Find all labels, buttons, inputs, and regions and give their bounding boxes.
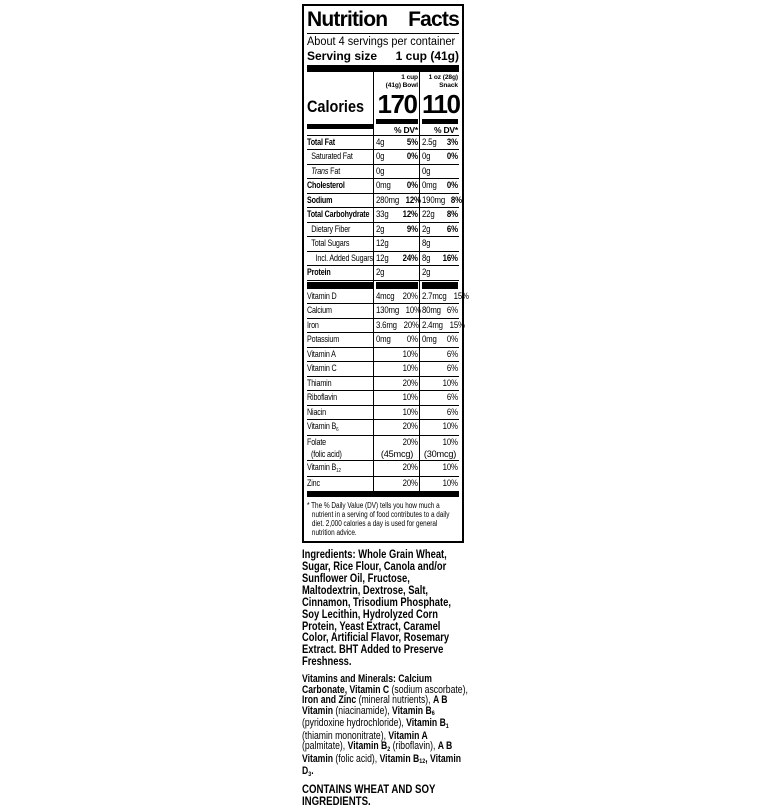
daily-value-percent: 12% [405,194,421,205]
nutrient-name: Vitamin B6 [307,421,339,433]
vitamin-row [307,332,459,347]
daily-value-percent: 6% [447,223,458,234]
daily-value-percent: 6% [447,305,458,316]
nutrient-row [307,149,459,164]
daily-value-percent: 5% [407,136,418,147]
amount-value: 33g [376,209,389,220]
dv-header-snack: % DV* [433,124,458,135]
nutrient-row [307,178,459,193]
nutrient-name: Incl. Added Sugars [315,252,373,263]
amount-note: (30mcg) [423,449,457,460]
nutrition-facts-box [302,4,469,543]
vitamin-row [307,318,465,333]
daily-value-percent: 6% [447,348,458,359]
nutrient-name: Protein [307,267,331,278]
daily-value-percent: 0% [407,151,418,162]
column-header-snack: 1 oz (28g) Snack [419,72,459,91]
daily-value-percent: 24% [402,252,418,263]
nutrient-row [307,222,459,237]
amount-value: 130mg [376,305,400,316]
daily-value-percent: 10% [442,462,458,473]
protein-vitamins-divider [307,280,459,290]
daily-value-percent: 10% [442,377,458,388]
calories-bowl-value: 170 [373,92,419,118]
daily-value-percent: 8% [451,194,462,205]
daily-value-percent: 0% [407,334,418,345]
daily-value-percent: 20% [402,437,418,448]
amount-value: 4mcg [376,290,395,301]
daily-value-percent: 10% [442,421,458,432]
calories-row [307,88,460,119]
nutrient-name: Vitamin A [307,348,336,359]
daily-value-percent: 20% [402,462,418,473]
nutrient-name: Vitamin B12 [307,462,341,474]
amount-value: 12g [376,252,389,263]
nutrient-name: Iron [307,319,319,330]
amount-value: 0g [422,151,431,162]
nutrition-label [302,4,469,808]
vitamin-row [307,290,469,304]
amount-value: 2g [376,223,385,234]
vitamin-row [307,419,459,435]
serving-size-value: 1 cup (41g) [395,49,459,64]
daily-value-percent: 12% [402,209,418,220]
daily-value-percent: 10% [402,392,418,403]
amount-value: 0g [376,151,385,162]
calories-label: Calories [307,96,365,116]
daily-value-percent: 15% [453,290,469,301]
vitamin-row [307,347,459,362]
daily-value-percent: 10% [402,363,418,374]
vitamin-row [307,361,459,376]
daily-value-percent: 8% [447,209,458,220]
daily-value-percent: 20% [402,290,418,301]
daily-value-percent: 10% [402,406,418,417]
nutrient-name: Vitamin C [307,363,337,374]
vitamin-row [307,303,459,318]
serving-size-divider [307,65,459,72]
amount-value: 2.5g [422,136,437,147]
nutrient-name: Niacin [307,406,326,417]
nutrient-name: Cholesterol [307,180,345,191]
vitamin-row [307,376,459,391]
daily-value-percent: 10% [405,305,421,316]
nutrient-name: Saturated Fat [311,151,353,162]
daily-value-percent: 10% [442,437,458,448]
daily-value-percent: 20% [402,478,418,489]
calories-snack-value: 110 [419,92,459,118]
column-header-bowl: 1 cup (41g) Bowl [373,72,419,91]
daily-value-percent: 3% [447,136,458,147]
vitamin-rows [307,290,469,491]
nutrient-name: Dietary Fiber [311,223,351,234]
nutrient-name: Zinc [307,478,320,489]
dv-header-bowl: % DV* [393,124,418,135]
servings-per-container: About 4 servings per container [307,36,456,49]
daily-value-percent: 16% [442,252,458,263]
amount-value: 8g [422,252,431,263]
vitamin-row [307,460,459,476]
nutrient-name: Total Carbohydrate [307,209,370,220]
amount-value: 3.6mg [376,319,397,330]
nutrient-row [307,207,459,222]
footnote: * The % Daily Value (DV) tells you how much a nutrient in a serving of food contributes to a daily diet. 2,000 calories a day is used for general nutrition advice. [307,500,450,538]
vitamin-row [307,476,459,491]
nutrient-name: Riboflavin [307,392,337,403]
daily-value-percent: 6% [447,363,458,374]
nutrient-name: Potassium [307,334,340,345]
vitamin-row [307,390,459,405]
amount-value: 2.7mcg [422,290,447,301]
nutrient-row [307,164,459,179]
nutrient-name: Folate [307,437,326,448]
vitamin-row [307,405,459,420]
amount-value: 8g [422,238,431,249]
nutrient-row [307,265,459,280]
nutrient-row [307,236,459,251]
serving-size-row [307,49,459,63]
serving-size-label: Serving size [307,49,378,64]
amount-value: 4g [376,136,385,147]
nutrient-name: Total Fat [307,136,335,147]
amount-value: 2.4mg [422,319,443,330]
daily-value-percent: 10% [442,478,458,489]
nutrient-rows [307,135,462,280]
nutrition-table [307,72,469,491]
daily-value-percent: 15% [449,319,465,330]
amount-value: 0g [376,165,385,176]
amount-value: 190mg [422,194,446,205]
daily-value-percent: 20% [402,421,418,432]
amount-value: 22g [422,209,435,220]
nutrient-row [307,251,459,266]
nutrient-name: Thiamin [307,377,332,388]
daily-value-percent: 20% [402,377,418,388]
nutrient-name: Sodium [307,194,333,205]
amount-value: 0mg [376,180,391,191]
amount-value: 0mg [376,334,391,345]
amount-value: 2g [422,267,431,278]
daily-value-percent: 9% [407,223,418,234]
amount-value: 12g [376,238,389,249]
amount-value: 2g [376,267,385,278]
dv-header-row [307,118,459,135]
amount-value: 0g [422,165,431,176]
amount-value: 0mg [422,180,437,191]
nutrient-name: Trans Fat [311,165,341,176]
ingredients-paragraph: Ingredients: Whole Grain Wheat, Sugar, Rice Flour, Canola and/or Sunflower Oil, Fructose, Maltodextrin, Dextrose, Salt, Cinnamon, Trisodium Phosphate, Soy Lecithin, Hydrolyzed Corn Protein, Yeast Extract, Caramel Color, Artificial Flavor, Rosemary Extract. BHT Added to Preserve Freshness. [302,549,451,669]
daily-value-percent: 20% [403,319,419,330]
daily-value-percent: 0% [447,151,458,162]
footnote-divider [307,491,459,497]
nutrient-name: Total Sugars [311,238,350,249]
amount-value: 2g [422,223,431,234]
amount-value: 80mg [422,305,441,316]
daily-value-percent: 6% [447,406,458,417]
daily-value-percent: 0% [447,180,458,191]
nutrient-row [307,193,462,208]
nutrient-row [307,135,459,150]
daily-value-percent: 6% [447,392,458,403]
amount-note: (45mcg) [380,449,414,460]
nutrient-name: Vitamin D [307,290,337,301]
daily-value-percent: 0% [407,180,418,191]
nutrient-name: Calcium [307,305,332,316]
amount-value: 280mg [376,194,400,205]
daily-value-percent: 0% [447,334,458,345]
amount-value: 0mg [422,334,437,345]
vitamins-minerals-paragraph: Vitamins and Minerals: Calcium Carbonate, Vitamin C (sodium ascorbate), Iron and Zinc (mineral nutrients), A B Vitamin (niacinamide), Vitamin B6 (pyridoxine hydrochloride), Vitamin B1 (thiamin mononitrate), Vitamin A (palmitate), Vitamin B2 (riboflavin), A B Vitamin (folic acid), Vitamin B12, Vitamin D3. [302,673,468,778]
daily-value-percent: 10% [402,348,418,359]
allergen-statement: CONTAINS WHEAT AND SOY INGREDIENTS. [302,783,436,808]
calories-underbar [307,124,373,129]
nutrition-facts-title: Nutrition Facts [307,8,459,31]
vitamin-row: Folate (folic acid) 20% (45mcg) 10% (30mcg) [307,437,458,460]
